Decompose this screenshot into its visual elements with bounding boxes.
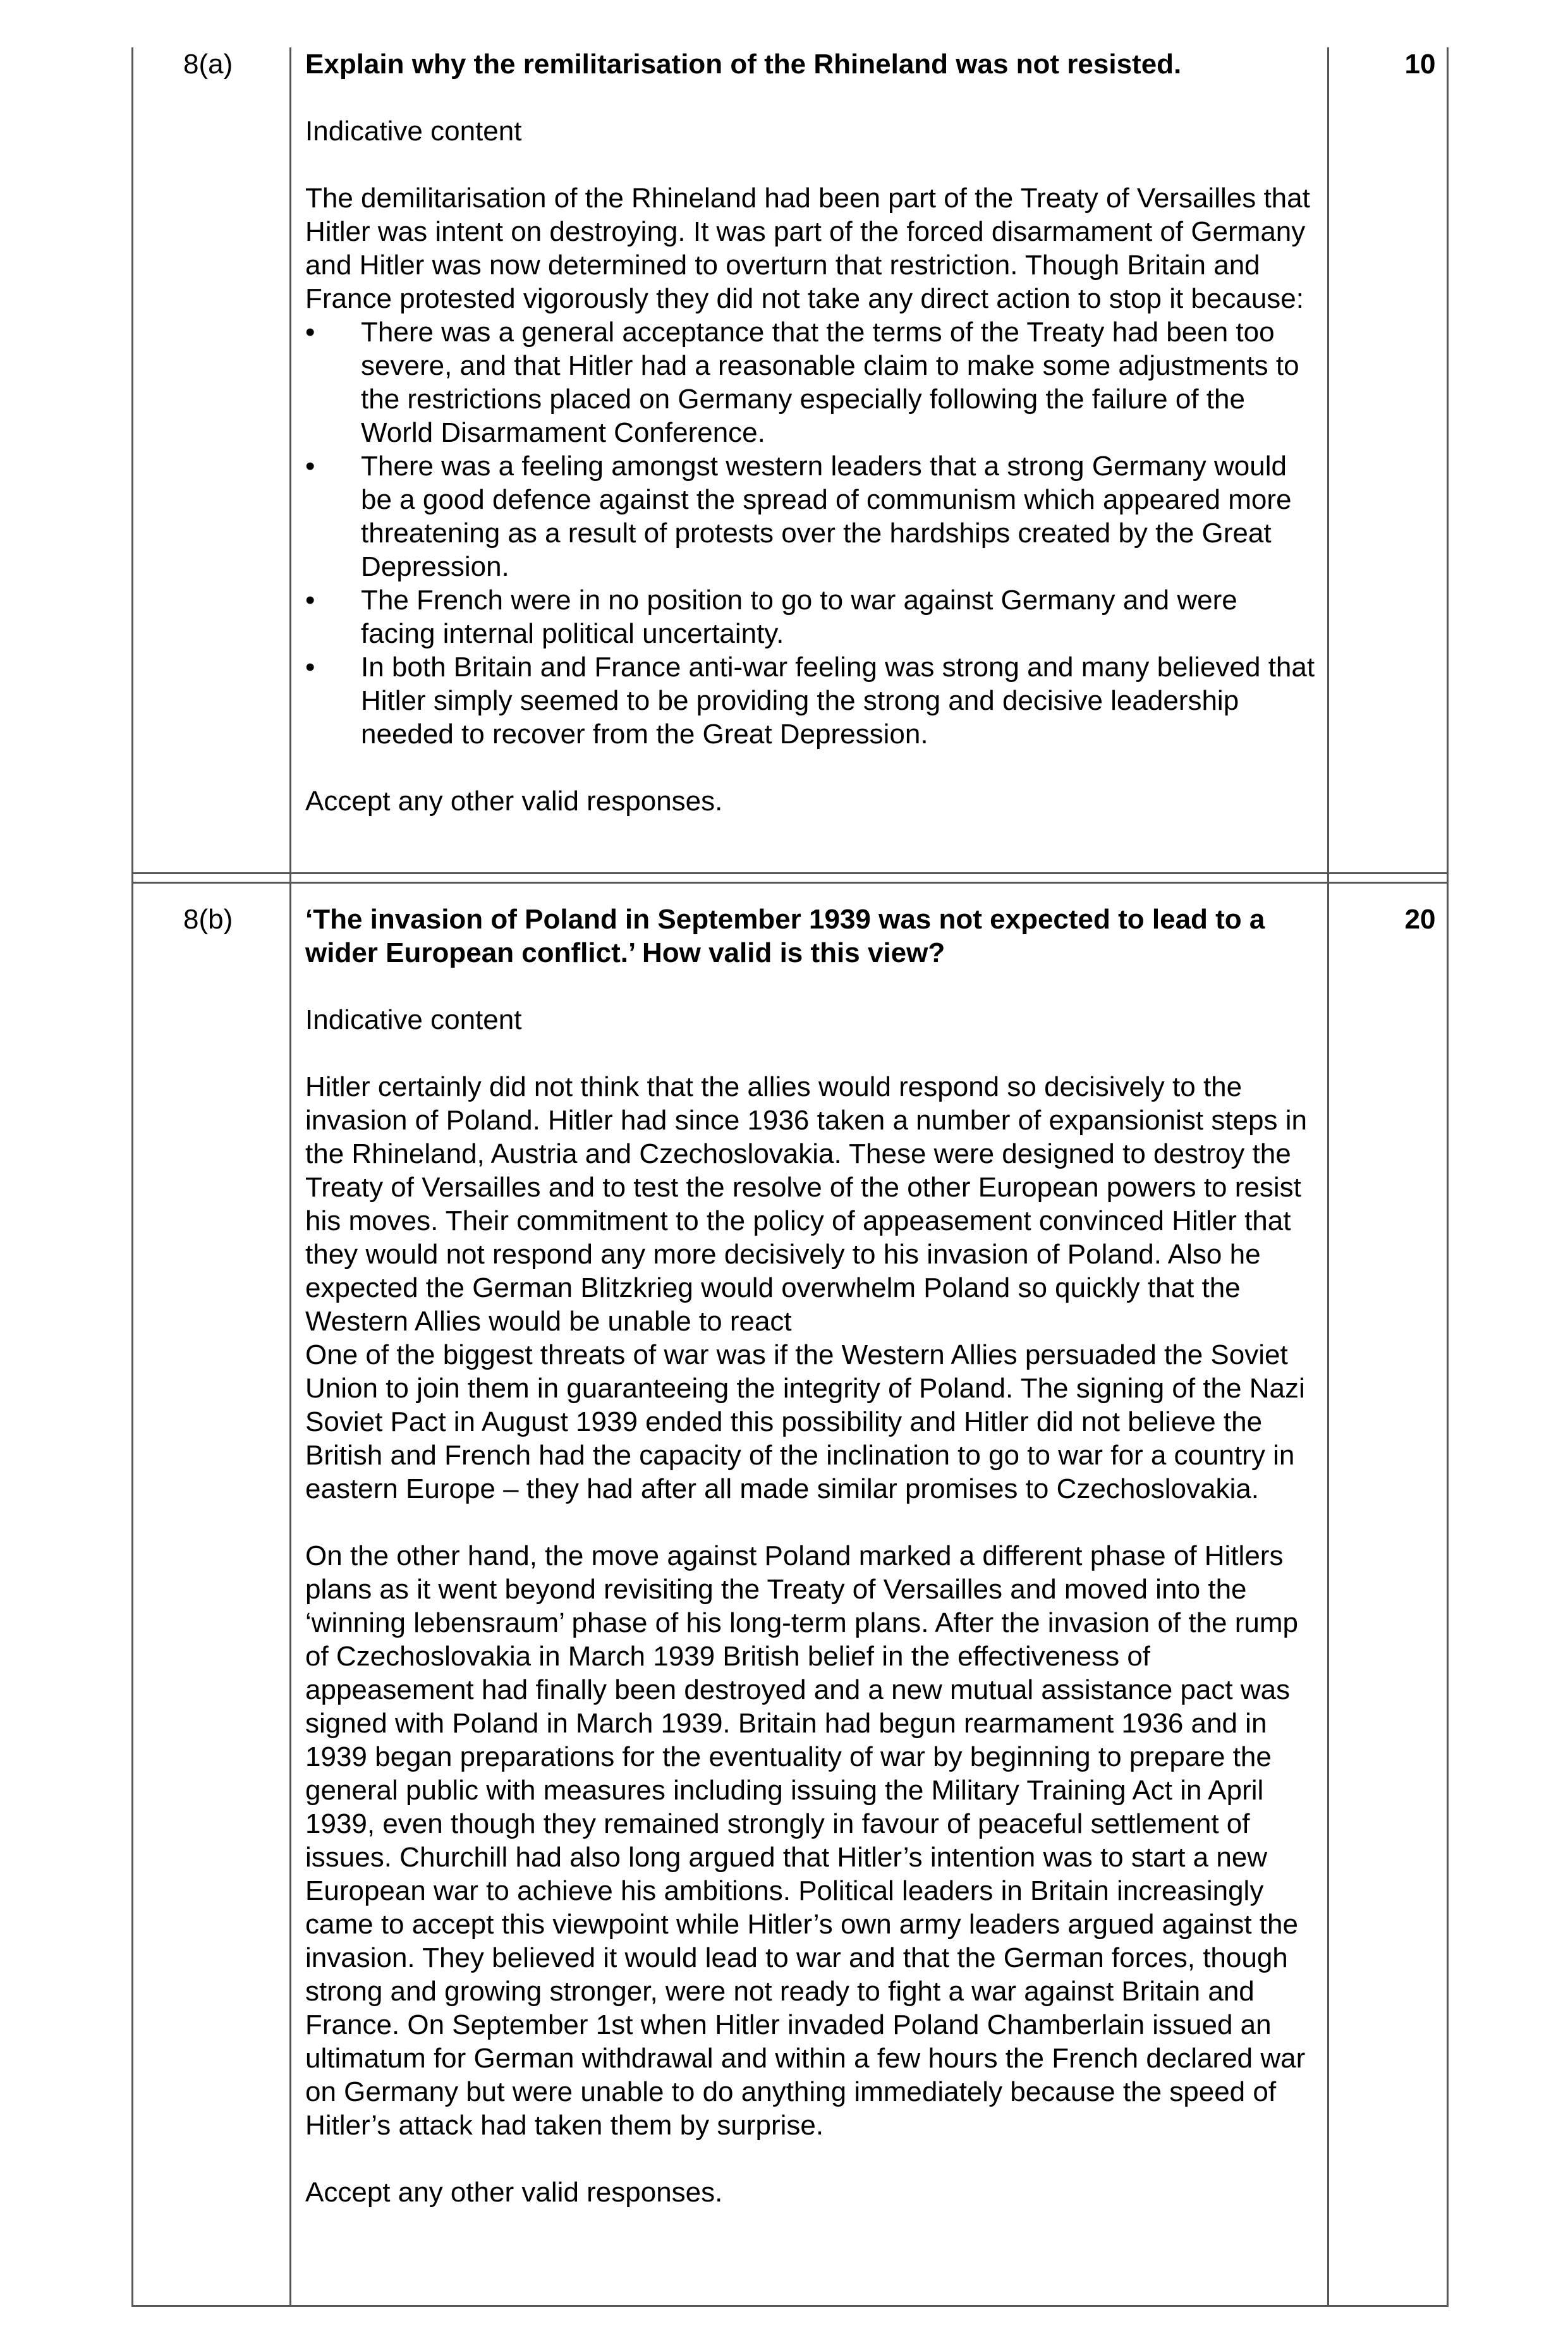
question-number: 8(b)	[183, 904, 233, 935]
intro-paragraph: The demilitarisation of the Rhineland had been part of the Treaty of Versailles that Hitler was intent on destroying. It was part of the forced disarmament of Germany and Hitler was now determined to overturn that restriction. Though Britain and France protested vigorously they did not take any direct action to stop it because:	[305, 183, 1310, 314]
indicative-content-heading: Indicative content	[305, 116, 522, 147]
bullet-item: • In both Britain and France anti-war feeling was strong and many believed that Hitler simply seemed to be providing the strong and decisive leadership needed to recover from the Great Depression.	[305, 650, 1316, 751]
bullet-item: • The French were in no position to go to war against Germany and were facing internal political uncertainty.	[305, 583, 1316, 650]
closing-note: Accept any other valid responses.	[305, 2177, 723, 2208]
table-divider-number	[289, 47, 291, 2307]
closing-note: Accept any other valid responses.	[305, 786, 723, 817]
table-divider-marks	[1327, 47, 1329, 2307]
body-paragraph: On the other hand, the move against Poland marked a different phase of Hitlers plans as it went beyond revisiting the Treaty of Versailles and moved into the ‘winning lebensraum’ phase of his long-term plans. After the invasion of the rump of Czechoslovakia in March 1939 British belief in the effectiveness of appeasement had finally been destroyed and a new mutual assistance pact was signed with Poland in March 1939. Britain had begun rearmament 1936 and in 1939 began preparations for the eventuality of war by beginning to prepare the general public with measures including issuing the Military Training Act in April 1939, even though they remained strongly in favour of peaceful settlement of issues. Churchill had also long argued that Hitler’s intention was to start a new European war to achieve his ambitions. Political leaders in Britain increasingly came to accept this viewpoint while Hitler’s own army leaders argued against the invasion. They believed it would lead to war and that the German forces, though strong and growing stronger, were not ready to fight a war against Britain and France. On September 1st when Hitler invaded Poland Chamberlain issued an ultimatum for German withdrawal and within a few hours the French declared war on Germany but were unable to do anything immediately because the speed of Hitler’s attack had taken them by surprise.	[305, 1540, 1306, 2141]
marks-value: 20	[1404, 904, 1436, 935]
marks-value: 10	[1404, 49, 1436, 80]
question-number: 8(a)	[183, 49, 233, 80]
question-text: Explain why the remilitarisation of the Rhineland was not resisted.	[305, 49, 1182, 80]
table-border-left	[131, 47, 133, 2307]
row-separator-top	[131, 872, 1449, 874]
answer-cell-8b	[305, 903, 1316, 2209]
row-separator-bottom	[131, 882, 1449, 884]
table-border-right	[1447, 47, 1449, 2307]
question-text: ‘The invasion of Poland in September 1939 was not expected to lead to a wider European conflict.’ How valid is this view?	[305, 904, 1265, 968]
body-paragraph: Hitler certainly did not think that the allies would respond so decisively to the invasion of Poland. Hitler had since 1936 taken a number of expansionist steps in the Rhineland, Austria and Czechoslovakia. These were designed to destroy the Treaty of Versailles and to test the resolve of the other European powers to resist his moves. Their commitment to the policy of appeasement convinced Hitler that they would not respond any more decisively to his invasion of Poland. Also he expected the German Blitzkrieg would overwhelm Poland so quickly that the Western Allies would be unable to react	[305, 1071, 1307, 1337]
bullet-item: • There was a feeling amongst western leaders that a strong Germany would be a good defence against the spread of communism which appeared more threatening as a result of protests over the hardships created by the Great Depression.	[305, 449, 1316, 583]
bullet-list	[305, 315, 1316, 751]
bullet-item: • There was a general acceptance that the terms of the Treaty had been too severe, and that Hitler had a reasonable claim to make some adjustments to the restrictions placed on Germany especially following the failure of the World Disarmament Conference.	[305, 315, 1316, 449]
table-bottom-border	[131, 2305, 1449, 2307]
answer-cell-8a	[305, 47, 1316, 818]
indicative-content-heading: Indicative content	[305, 1004, 522, 1035]
body-paragraph: One of the biggest threats of war was if the Western Allies persuaded the Soviet Union to join them in guaranteeing the integrity of Poland. The signing of the Nazi Soviet Pact in August 1939 ended this possibility and Hitler did not believe the British and French had the capacity of the inclination to go to war for a country in eastern Europe – they had after all made similar promises to Czechoslovakia.	[305, 1339, 1305, 1504]
